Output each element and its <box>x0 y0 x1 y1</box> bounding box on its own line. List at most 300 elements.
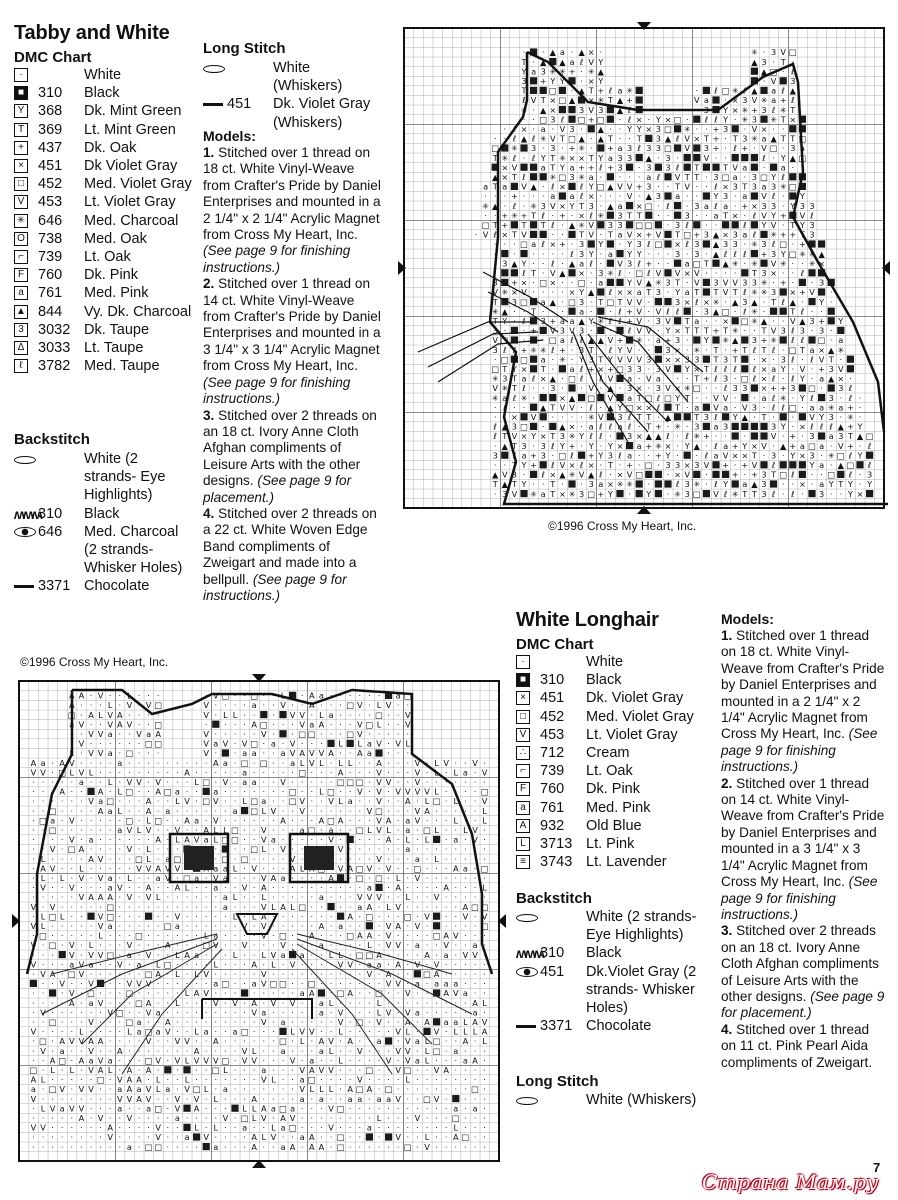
svg-text:a: a <box>453 978 459 989</box>
svg-text:·: · <box>406 757 410 768</box>
svg-text:·: · <box>464 873 467 883</box>
svg-text:3: 3 <box>578 248 585 259</box>
svg-text:ℓ: ℓ <box>570 450 574 461</box>
svg-text:L: L <box>395 873 401 883</box>
svg-text:·: · <box>791 56 795 67</box>
svg-text:a: a <box>559 47 565 58</box>
svg-text:·: · <box>108 1103 112 1114</box>
svg-text:a: a <box>242 777 248 787</box>
svg-text:Y: Y <box>607 354 613 365</box>
svg-text:V: V <box>68 988 75 999</box>
svg-text:3: 3 <box>655 383 662 394</box>
svg-text:·: · <box>348 1122 352 1133</box>
svg-text:V: V <box>770 220 777 230</box>
svg-text:ℓ: ℓ <box>752 364 757 374</box>
svg-text:·: · <box>272 786 275 797</box>
svg-text:a: a <box>588 421 594 432</box>
svg-text:V: V <box>260 978 267 989</box>
svg-text:·: · <box>483 834 486 845</box>
svg-text:V: V <box>703 152 710 163</box>
svg-text:a: a <box>69 719 75 730</box>
svg-text:·: · <box>781 124 785 134</box>
svg-text:·: · <box>733 306 737 317</box>
svg-text:·: · <box>137 911 141 922</box>
svg-text:·: · <box>820 450 823 461</box>
svg-text:a: a <box>366 882 372 893</box>
svg-text:·: · <box>368 1074 371 1085</box>
svg-text:·: · <box>772 440 775 451</box>
svg-text:□: □ <box>58 1055 67 1066</box>
svg-text:·: · <box>281 825 285 835</box>
svg-text:·: · <box>80 834 83 845</box>
svg-text:·: · <box>589 306 593 317</box>
svg-text:·: · <box>233 978 237 989</box>
svg-text:a: a <box>723 402 729 413</box>
svg-text:A: A <box>97 805 104 816</box>
svg-text:a: a <box>483 181 489 192</box>
svg-text:·: · <box>252 949 256 960</box>
svg-text:ℓ: ℓ <box>791 373 795 384</box>
svg-text:a: a <box>627 373 633 384</box>
svg-text:·: · <box>128 901 131 912</box>
svg-text:·: · <box>310 969 314 979</box>
svg-text:3: 3 <box>770 47 777 58</box>
svg-text:□: □ <box>202 777 211 787</box>
svg-text:·: · <box>339 1113 342 1123</box>
svg-text:·: · <box>657 210 660 221</box>
svg-text:T: T <box>703 258 709 269</box>
svg-text:+: + <box>741 460 749 470</box>
svg-text:·: · <box>156 690 160 701</box>
svg-text:·: · <box>291 921 294 931</box>
svg-text:+: + <box>750 104 758 115</box>
svg-text:·: · <box>32 796 35 807</box>
svg-text:·: · <box>444 863 448 874</box>
svg-text:3: 3 <box>751 335 758 346</box>
svg-text:a: a <box>434 978 440 989</box>
svg-text:·: · <box>233 1065 237 1075</box>
svg-text:□: □ <box>259 719 268 730</box>
svg-text:·: · <box>329 930 333 941</box>
svg-text:·: · <box>80 997 83 1008</box>
svg-text:·: · <box>435 1141 438 1152</box>
svg-text:·: · <box>406 1084 410 1095</box>
svg-text:L: L <box>453 1122 459 1133</box>
svg-text:·: · <box>541 258 545 269</box>
svg-text:ℓ: ℓ <box>781 172 785 182</box>
svg-text:·: · <box>801 402 804 413</box>
svg-text:·: · <box>416 1132 419 1143</box>
svg-text:□: □ <box>39 1036 47 1047</box>
svg-text:a: a <box>569 364 575 374</box>
svg-text:V: V <box>299 805 306 816</box>
svg-text:·: · <box>685 421 689 432</box>
svg-text:·: · <box>599 191 603 202</box>
svg-text:·: · <box>377 1132 381 1143</box>
svg-text:L: L <box>453 796 459 807</box>
svg-text:□: □ <box>808 440 816 451</box>
svg-text:✳: ✳ <box>750 258 758 269</box>
dmc-row: V 453 Lt. Violet Gray <box>516 726 712 744</box>
svg-text:ℓ: ℓ <box>599 421 603 432</box>
svg-text:·: · <box>166 988 170 999</box>
svg-text:·: · <box>300 959 304 970</box>
svg-text:A: A <box>424 805 430 816</box>
svg-text:·: · <box>195 1141 198 1152</box>
svg-text:Y: Y <box>579 354 585 365</box>
svg-text:·: · <box>224 921 227 931</box>
svg-text:·: · <box>89 738 93 749</box>
svg-text:·: · <box>108 844 112 855</box>
svg-text:T: T <box>771 296 777 307</box>
svg-text:·: · <box>89 882 93 893</box>
svg-text:·: · <box>473 863 477 874</box>
svg-text:A: A <box>366 930 373 941</box>
svg-text:·: · <box>753 392 756 403</box>
svg-text:·: · <box>195 1074 198 1085</box>
svg-text:·: · <box>358 1065 362 1075</box>
svg-text:V: V <box>116 1074 123 1085</box>
svg-text:·: · <box>108 959 112 970</box>
svg-text:▲: ▲ <box>492 172 499 182</box>
svg-text:ℓ: ℓ <box>522 383 526 394</box>
svg-text:V: V <box>684 143 691 154</box>
svg-text:·: · <box>444 1007 448 1018</box>
svg-text:□: □ <box>432 796 441 807</box>
svg-text:ℓ: ℓ <box>771 191 776 202</box>
svg-text:·: · <box>70 1017 74 1027</box>
svg-text:·: · <box>781 488 785 499</box>
svg-text:·: · <box>233 988 237 999</box>
svg-text:·: · <box>118 777 122 787</box>
svg-text:□: □ <box>644 220 653 230</box>
svg-text:▲: ▲ <box>588 287 595 298</box>
svg-text:L: L <box>127 690 132 701</box>
svg-text:3: 3 <box>694 248 700 259</box>
svg-text:·: · <box>233 815 237 826</box>
svg-text:·: · <box>801 431 804 442</box>
svg-text:□: □ <box>779 469 788 480</box>
longhair-title: White Longhair <box>516 609 659 631</box>
svg-text:a: a <box>338 921 344 931</box>
svg-text:V: V <box>193 834 200 845</box>
svg-text:·: · <box>762 450 766 461</box>
svg-text:·: · <box>483 930 486 941</box>
svg-text:·: · <box>541 306 545 317</box>
svg-text:a: a <box>309 1055 315 1066</box>
tabby-models <box>203 145 383 604</box>
svg-text:+: + <box>693 229 701 240</box>
svg-text:·: · <box>147 940 150 951</box>
svg-text:L: L <box>338 1026 343 1037</box>
svg-text:ℓ: ℓ <box>675 162 680 173</box>
svg-text:·: · <box>348 882 352 893</box>
svg-text:V: V <box>404 719 411 730</box>
svg-text:·: · <box>329 940 333 951</box>
svg-text:·: · <box>224 719 227 730</box>
svg-text:·: · <box>406 997 410 1008</box>
svg-text:A: A <box>184 815 190 826</box>
svg-text:V: V <box>366 805 373 816</box>
svg-text:·: · <box>262 767 266 778</box>
svg-text:·: · <box>32 844 35 855</box>
svg-text:·: · <box>329 719 333 730</box>
svg-text:·: · <box>637 373 641 384</box>
svg-text:V: V <box>636 306 643 317</box>
svg-text:·: · <box>272 690 275 701</box>
svg-text:Y: Y <box>675 287 681 298</box>
svg-text:·: · <box>781 373 785 384</box>
svg-text:T: T <box>751 488 757 499</box>
svg-text:+: + <box>520 344 528 355</box>
svg-text:·: · <box>724 296 727 307</box>
svg-text:·: · <box>396 863 400 874</box>
svg-text:×: × <box>760 124 768 134</box>
svg-text:·: · <box>32 949 35 960</box>
svg-text:3: 3 <box>569 124 575 134</box>
svg-text:·: · <box>483 1113 486 1123</box>
svg-text:·: · <box>425 930 429 941</box>
svg-text:A: A <box>107 892 114 903</box>
svg-text:a: a <box>59 1103 65 1114</box>
svg-text:·: · <box>51 1122 54 1133</box>
svg-text:□: □ <box>827 469 836 480</box>
svg-text:A: A <box>280 815 286 826</box>
svg-text:·: · <box>628 488 631 499</box>
svg-text:T: T <box>502 364 508 374</box>
svg-text:·: · <box>300 969 304 979</box>
svg-text:3: 3 <box>578 488 585 499</box>
svg-text:□: □ <box>58 767 67 778</box>
svg-text:V: V <box>97 997 104 1008</box>
svg-text:·: · <box>195 1065 198 1075</box>
svg-text:×: × <box>674 383 682 394</box>
svg-text:·: · <box>772 56 775 67</box>
svg-text:L: L <box>155 1084 161 1095</box>
svg-text:ℓ: ℓ <box>685 239 689 250</box>
svg-text:·: · <box>137 1007 141 1018</box>
svg-text:a: a <box>703 200 709 211</box>
svg-text:a: a <box>222 901 228 912</box>
svg-text:3: 3 <box>646 143 652 154</box>
svg-text:·: · <box>99 1045 102 1056</box>
svg-text:·: · <box>176 1065 179 1075</box>
svg-text:·: · <box>32 1113 35 1123</box>
svg-text:3: 3 <box>588 479 594 490</box>
svg-text:·: · <box>166 930 170 941</box>
svg-text:·: · <box>348 892 352 903</box>
svg-text:□: □ <box>48 805 57 816</box>
svg-text:V: V <box>376 815 382 826</box>
svg-text:a: a <box>703 95 709 106</box>
svg-text:T: T <box>838 479 844 490</box>
svg-text:·: · <box>137 834 141 845</box>
svg-text:V: V <box>289 1055 296 1066</box>
svg-text:·: · <box>464 844 467 855</box>
svg-text:V: V <box>193 1093 200 1104</box>
svg-text:·: · <box>724 152 727 163</box>
svg-text:·: · <box>358 978 362 989</box>
svg-text:·: · <box>70 1113 74 1123</box>
svg-text:·: · <box>425 873 429 883</box>
svg-text:L: L <box>242 796 247 807</box>
svg-text:V: V <box>78 892 85 903</box>
svg-text:·: · <box>858 469 862 480</box>
svg-text:□: □ <box>539 277 548 288</box>
svg-text:·: · <box>339 748 342 759</box>
svg-text:T: T <box>607 460 613 470</box>
svg-text:L: L <box>232 911 238 922</box>
svg-text:V: V <box>761 191 767 202</box>
svg-text:·: · <box>166 815 170 826</box>
svg-text:+: + <box>779 229 787 240</box>
svg-text:A: A <box>88 1036 94 1047</box>
svg-text:·: · <box>473 969 477 979</box>
svg-text:✳: ✳ <box>501 152 509 163</box>
svg-text:·: · <box>32 863 35 874</box>
svg-text:·: · <box>70 978 74 989</box>
svg-text:L: L <box>434 767 439 778</box>
svg-text:·: · <box>224 959 227 970</box>
svg-text:×: × <box>837 373 845 384</box>
svg-text:·: · <box>310 921 314 931</box>
svg-text:·: · <box>156 901 160 912</box>
svg-text:L: L <box>146 853 151 864</box>
svg-text:·: · <box>396 911 400 922</box>
svg-text:·: · <box>320 949 323 960</box>
svg-text:·: · <box>176 988 179 999</box>
svg-text:+: + <box>568 66 576 77</box>
svg-text:·: · <box>310 873 314 883</box>
svg-text:V: V <box>174 1093 181 1104</box>
svg-text:·: · <box>60 1017 64 1027</box>
svg-text:□: □ <box>125 748 134 759</box>
svg-text:L: L <box>482 815 487 826</box>
svg-text:▲: ▲ <box>751 56 758 67</box>
svg-text:·: · <box>705 248 708 259</box>
svg-text:V: V <box>607 335 614 346</box>
svg-text:A: A <box>68 997 75 1008</box>
svg-text:·: · <box>454 777 458 787</box>
svg-text:Y: Y <box>627 124 633 134</box>
svg-text:·: · <box>348 767 352 778</box>
svg-text:×: × <box>750 200 758 211</box>
svg-text:3: 3 <box>530 143 537 154</box>
svg-text:a: a <box>761 181 767 192</box>
svg-text:·: · <box>685 191 689 202</box>
svg-text:·: · <box>473 767 477 778</box>
dmc-row: a 761 Med. Pink <box>14 284 194 302</box>
svg-text:·: · <box>195 1017 198 1027</box>
svg-text:·: · <box>666 220 670 230</box>
svg-text:a: a <box>146 729 152 739</box>
svg-text:3: 3 <box>732 229 738 240</box>
svg-text:·: · <box>406 1093 410 1104</box>
svg-text:·: · <box>137 767 141 778</box>
svg-text:×: × <box>770 268 778 278</box>
svg-text:+: + <box>664 335 672 346</box>
svg-text:·: · <box>396 1141 400 1152</box>
svg-text:·: · <box>80 748 83 759</box>
svg-text:V: V <box>337 863 344 874</box>
svg-text:a: a <box>405 825 411 835</box>
svg-text:L: L <box>155 959 161 970</box>
svg-text:·: · <box>300 1141 304 1152</box>
svg-text:·: · <box>272 719 275 730</box>
svg-text:3: 3 <box>626 431 633 442</box>
svg-text:·: · <box>406 853 410 864</box>
svg-text:·: · <box>89 1093 93 1104</box>
svg-text:·: · <box>320 700 323 711</box>
svg-text:A: A <box>97 786 104 797</box>
svg-text:·: · <box>685 402 689 413</box>
svg-text:□: □ <box>423 969 431 979</box>
svg-text:V: V <box>116 1093 123 1104</box>
svg-text:·: · <box>41 1141 45 1152</box>
svg-text:a: a <box>318 690 324 701</box>
svg-text:3: 3 <box>598 104 604 115</box>
svg-text:·: · <box>387 1065 390 1075</box>
svg-text:A: A <box>337 815 344 826</box>
svg-text:T: T <box>790 133 796 144</box>
svg-text:·: · <box>176 1141 179 1152</box>
svg-text:V: V <box>59 978 66 989</box>
svg-text:·: · <box>156 709 160 720</box>
svg-text:·: · <box>32 997 35 1008</box>
svg-text:·: · <box>156 1065 160 1075</box>
svg-text:A: A <box>337 767 344 778</box>
svg-text:×: × <box>520 124 528 134</box>
svg-text:a: a <box>318 892 324 903</box>
svg-text:3: 3 <box>809 450 815 461</box>
svg-text:□: □ <box>250 690 259 701</box>
svg-text:V: V <box>404 988 411 999</box>
svg-text:V: V <box>251 863 258 874</box>
svg-text:·: · <box>204 1036 208 1047</box>
svg-text:V: V <box>414 786 421 797</box>
backstitch-row: White (2 strands- Eye Highlights) <box>14 450 194 505</box>
svg-text:3: 3 <box>751 181 758 192</box>
svg-text:ℓ: ℓ <box>733 364 737 374</box>
svg-text:·: · <box>580 421 583 432</box>
svg-text:A: A <box>443 930 450 941</box>
svg-text:V: V <box>260 873 267 883</box>
svg-text:A: A <box>462 1036 469 1047</box>
svg-text:V: V <box>203 700 210 711</box>
svg-text:V: V <box>164 863 171 874</box>
svg-text:·: · <box>358 805 362 816</box>
svg-text:a: a <box>502 392 508 403</box>
svg-text:·: · <box>464 1084 467 1095</box>
svg-text:Y: Y <box>569 200 575 211</box>
svg-text:✳: ✳ <box>635 335 643 346</box>
svg-text:a: a <box>559 316 565 326</box>
svg-text:×: × <box>731 450 739 461</box>
svg-text:A: A <box>126 1084 133 1095</box>
svg-text:L: L <box>117 786 123 797</box>
svg-text:Y: Y <box>559 76 565 86</box>
svg-text:V: V <box>376 892 382 903</box>
svg-text:·: · <box>666 258 670 269</box>
svg-text:·: · <box>60 959 64 970</box>
svg-text:·: · <box>310 815 314 826</box>
svg-text:·: · <box>214 1007 218 1018</box>
svg-text:a: a <box>194 873 200 883</box>
svg-text:·: · <box>108 978 112 989</box>
svg-text:ℓ: ℓ <box>551 460 555 470</box>
svg-text:+: + <box>712 143 720 154</box>
svg-text:□: □ <box>808 383 816 394</box>
